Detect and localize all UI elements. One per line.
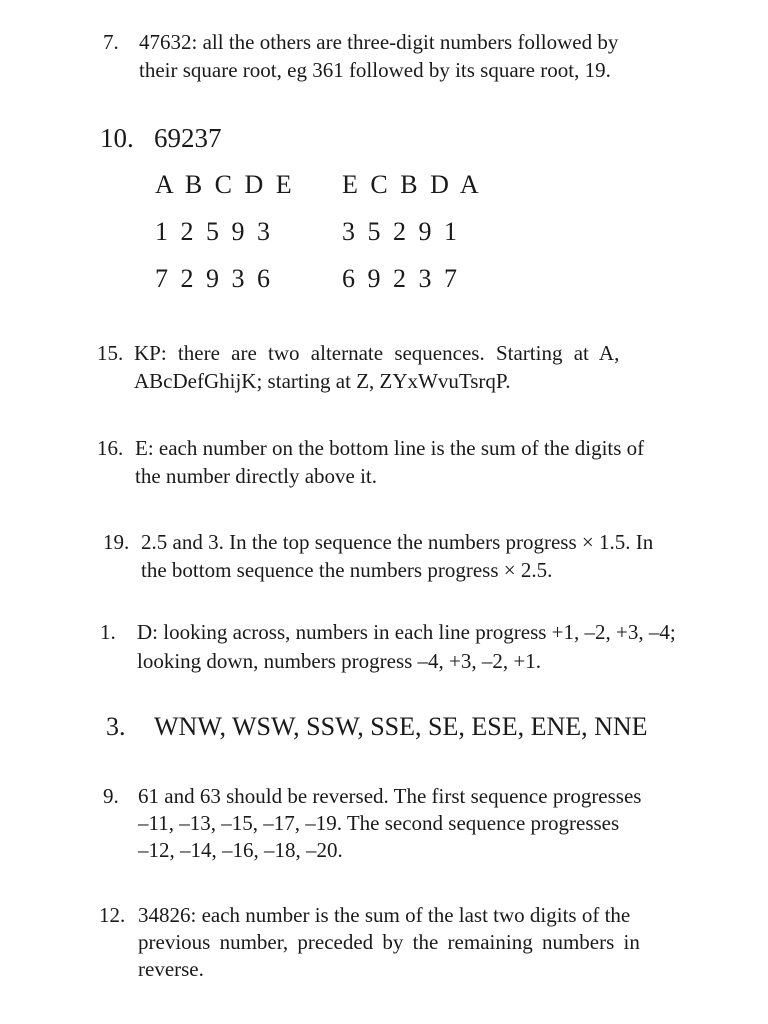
answer-text <box>134 339 677 395</box>
answer-line: D: looking across, numbers in each line progress +1, –2, +3, –4; <box>137 620 676 644</box>
answer-10 <box>100 120 660 156</box>
answer-text <box>138 783 683 864</box>
answer-number: 15. <box>97 341 124 365</box>
answer-line: 69237 <box>154 123 222 153</box>
answer-line: –11, –13, –15, –17, –19. The second sequence progresses <box>138 811 620 835</box>
answer-3 <box>106 710 686 744</box>
grid-cell-reordered: E C B D A <box>342 170 482 199</box>
grid-cell-reordered: 3 5 2 9 1 <box>342 217 460 246</box>
answer-line: reverse. <box>138 957 204 981</box>
answer-line: the number directly above it. <box>135 464 378 488</box>
answer-line: E: each number on the bottom line is the sum of the digits of <box>135 436 645 460</box>
answer-line: the bottom sequence the numbers progress × 2.5. <box>141 558 553 582</box>
answer-7 <box>103 28 683 84</box>
grid-cell-original: 1 2 5 9 3 <box>155 217 273 246</box>
answer-text <box>137 618 680 676</box>
answer-line: looking down, numbers progress –4, +3, –2, +1. <box>137 649 541 673</box>
answer-number: 12. <box>99 903 126 927</box>
answer-line: WNW, WSW, SSW, SSE, SE, ESE, ENE, NNE <box>154 712 648 741</box>
grid-cell-original: 7 2 9 3 6 <box>155 264 273 293</box>
answer-line: 2.5 and 3. In the top sequence the numbers progress × 1.5. In <box>141 530 654 554</box>
answer-text <box>139 28 683 84</box>
answer-text <box>141 528 683 584</box>
grid-cell-original: A B C D E <box>155 170 295 199</box>
answer-9 <box>103 783 683 864</box>
answer-16 <box>97 434 677 490</box>
answer-number: 3. <box>106 712 126 741</box>
answer-number: 10. <box>100 123 134 153</box>
answer-number: 19. <box>103 530 130 554</box>
answer-line: their square root, eg 361 followed by its square root, 19. <box>139 58 611 82</box>
answer-19 <box>103 528 683 584</box>
answer-line: 34826: each number is the sum of the last two digits of the <box>138 903 631 927</box>
answer-number: 7. <box>103 30 119 54</box>
answer-number: 1. <box>100 620 116 644</box>
answer-text <box>154 710 686 744</box>
answer-text <box>138 902 679 983</box>
answer-line: ABcDefGhijK; starting at Z, ZYxWvuTsrqP. <box>134 369 511 393</box>
answer-12 <box>99 902 679 983</box>
answer-line: –12, –14, –16, –18, –20. <box>138 838 343 862</box>
answer-line: KP: there are two alternate sequences. Starting at A, <box>134 341 620 365</box>
grid-cell-reordered: 6 9 2 3 7 <box>342 264 460 293</box>
answer-line: previous number, preceded by the remaining numbers in <box>138 930 640 954</box>
answer-line: 47632: all the others are three-digit numbers followed by <box>139 30 619 54</box>
answer-text <box>154 120 660 156</box>
answer-1 <box>100 618 680 676</box>
answer-text <box>135 434 677 490</box>
answer-number: 9. <box>103 784 119 808</box>
answer-line: 61 and 63 should be reversed. The first sequence progresses <box>138 784 642 808</box>
answer-15 <box>97 339 677 395</box>
answer-number: 16. <box>97 436 124 460</box>
